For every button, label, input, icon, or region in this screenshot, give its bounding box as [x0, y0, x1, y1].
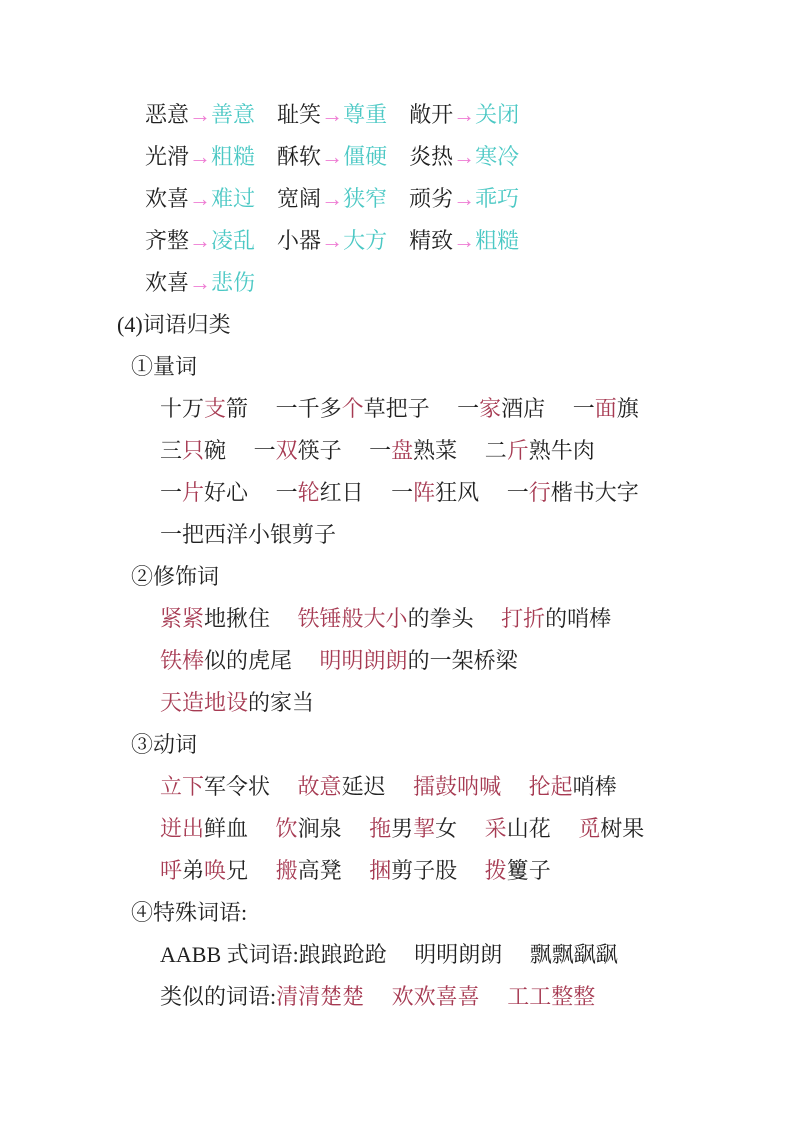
text-segment: 捆 — [369, 858, 392, 883]
text-line — [0, 136, 793, 178]
text-line — [0, 514, 793, 556]
text-segment: 呼 — [160, 858, 183, 883]
text-segment: 故意 — [297, 774, 342, 799]
text-segment: 难过 — [211, 186, 256, 211]
group-gap — [386, 774, 414, 799]
group-gap — [430, 396, 458, 421]
text-segment: 狂风 — [435, 480, 480, 505]
text-segment: 欢喜 — [145, 270, 190, 295]
group-gap — [502, 942, 530, 967]
text-segment: 明明朗朗 — [319, 648, 408, 673]
text-segment: 僵硬 — [343, 144, 388, 169]
group-gap — [342, 438, 370, 463]
text-segment: 女 — [435, 816, 458, 841]
text-segment: 唤 — [204, 858, 227, 883]
text-segment: 采 — [484, 816, 507, 841]
arrow-icon: → — [453, 102, 476, 127]
text-segment: 男 — [391, 816, 414, 841]
text-segment: 树果 — [600, 816, 645, 841]
text-segment: 一千多 — [275, 396, 342, 421]
text-segment: 乖巧 — [475, 186, 520, 211]
text-segment: 类似的词语: — [160, 984, 277, 1009]
text-segment: ③动词 — [131, 732, 198, 757]
text-segment: 关闭 — [475, 102, 520, 127]
arrow-icon: → — [453, 186, 476, 211]
text-line — [0, 430, 793, 472]
text-segment: 齐整 — [145, 228, 190, 253]
arrow-icon: → — [321, 102, 344, 127]
text-line — [0, 640, 793, 682]
arrow-icon: → — [189, 102, 212, 127]
text-segment: 粗糙 — [211, 144, 256, 169]
arrow-icon: → — [321, 186, 344, 211]
text-segment: 延迟 — [341, 774, 386, 799]
text-segment: 大方 — [343, 228, 388, 253]
text-segment: 似的虎尾 — [204, 648, 293, 673]
text-segment: 箭 — [226, 396, 249, 421]
text-segment: AABB 式词语:踉踉跄跄 — [160, 942, 387, 967]
group-gap — [342, 858, 370, 883]
group-gap — [545, 396, 573, 421]
text-segment: 工工整整 — [507, 984, 596, 1009]
group-gap — [387, 228, 409, 253]
text-segment: 一 — [506, 480, 529, 505]
text-segment: 狭窄 — [343, 186, 388, 211]
text-segment: 欢欢喜喜 — [391, 984, 480, 1009]
text-segment: 顽劣 — [409, 186, 454, 211]
text-segment: 清清楚楚 — [276, 984, 365, 1009]
text-segment: 的哨棒 — [545, 606, 612, 631]
arrow-icon: → — [321, 228, 344, 253]
text-segment: 铁锤般大小 — [297, 606, 408, 631]
text-segment: 拖 — [369, 816, 392, 841]
document-lines — [0, 94, 793, 1018]
group-gap — [255, 228, 277, 253]
arrow-icon: → — [321, 144, 344, 169]
text-segment: 一 — [253, 438, 276, 463]
text-segment: 的家当 — [248, 690, 315, 715]
text-segment: 二 — [484, 438, 507, 463]
text-segment: 鲜血 — [204, 816, 249, 841]
arrow-icon: → — [189, 186, 212, 211]
text-segment: 斤 — [506, 438, 529, 463]
text-segment: 弟 — [182, 858, 205, 883]
text-segment: 只 — [182, 438, 205, 463]
text-segment: 擂鼓呐喊 — [413, 774, 502, 799]
text-line — [0, 94, 793, 136]
text-segment: 山花 — [506, 816, 551, 841]
group-gap — [479, 480, 507, 505]
group-gap — [551, 816, 579, 841]
text-segment: 哨棒 — [572, 774, 617, 799]
text-segment: 一 — [391, 480, 414, 505]
text-segment: 精致 — [409, 228, 454, 253]
arrow-icon: → — [189, 270, 212, 295]
text-line — [0, 598, 793, 640]
text-segment: 寒冷 — [475, 144, 520, 169]
text-line — [0, 556, 793, 598]
text-segment: 一把西洋小银剪子 — [160, 522, 337, 547]
text-segment: 兄 — [226, 858, 249, 883]
text-segment: 飘飘飖飖 — [529, 942, 618, 967]
text-line — [0, 808, 793, 850]
text-segment: 敞开 — [409, 102, 454, 127]
text-segment: 酥软 — [277, 144, 322, 169]
text-segment: 片 — [182, 480, 205, 505]
arrow-icon: → — [189, 144, 212, 169]
group-gap — [457, 858, 485, 883]
text-segment: 盘 — [391, 438, 414, 463]
text-line — [0, 724, 793, 766]
group-gap — [457, 816, 485, 841]
text-segment: 红日 — [319, 480, 364, 505]
text-segment: 紧紧 — [160, 606, 205, 631]
text-segment: ④特殊词语: — [131, 900, 248, 925]
group-gap — [248, 816, 276, 841]
text-segment: 一 — [160, 480, 183, 505]
group-gap — [255, 144, 277, 169]
text-segment: 恶意 — [145, 102, 190, 127]
text-segment: 十万 — [160, 396, 205, 421]
text-segment: 熟菜 — [413, 438, 458, 463]
text-segment: ②修饰词 — [131, 564, 220, 589]
text-segment: 涧泉 — [297, 816, 342, 841]
text-segment: 打折 — [501, 606, 546, 631]
text-line — [0, 472, 793, 514]
text-segment: 支 — [204, 396, 227, 421]
text-segment: 拨 — [484, 858, 507, 883]
text-line — [0, 388, 793, 430]
text-segment: 家 — [479, 396, 502, 421]
group-gap — [255, 102, 277, 127]
text-segment: 碗 — [204, 438, 227, 463]
text-segment: (4)词语归类 — [117, 312, 231, 337]
text-segment: 一 — [457, 396, 480, 421]
text-line — [0, 682, 793, 724]
text-segment: 光滑 — [145, 144, 190, 169]
text-segment: 天造地设 — [160, 690, 249, 715]
text-segment: 军令状 — [204, 774, 271, 799]
group-gap — [342, 816, 370, 841]
text-segment: 好心 — [204, 480, 249, 505]
arrow-icon: → — [189, 228, 212, 253]
text-segment: 立下 — [160, 774, 205, 799]
text-segment: 行 — [528, 480, 551, 505]
text-segment: 剪子股 — [391, 858, 458, 883]
text-line — [0, 976, 793, 1018]
group-gap — [387, 102, 409, 127]
group-gap — [387, 144, 409, 169]
group-gap — [480, 984, 508, 1009]
group-gap — [226, 438, 254, 463]
text-segment: 的一架桥梁 — [407, 648, 518, 673]
group-gap — [387, 942, 415, 967]
text-segment: 挈 — [413, 816, 436, 841]
text-segment: 明明朗朗 — [414, 942, 503, 967]
text-line — [0, 850, 793, 892]
text-segment: 一 — [275, 480, 298, 505]
group-gap — [255, 186, 277, 211]
text-segment: 觅 — [578, 816, 601, 841]
text-segment: 籰子 — [506, 858, 551, 883]
group-gap — [387, 186, 409, 211]
text-segment: 草把子 — [363, 396, 430, 421]
text-segment: 抡起 — [528, 774, 573, 799]
text-segment: 筷子 — [297, 438, 342, 463]
text-segment: 欢喜 — [145, 186, 190, 211]
group-gap — [248, 480, 276, 505]
arrow-icon: → — [453, 144, 476, 169]
text-line — [0, 262, 793, 304]
text-segment: 旗 — [616, 396, 639, 421]
text-segment: 尊重 — [343, 102, 388, 127]
group-gap — [474, 606, 502, 631]
text-segment: 善意 — [211, 102, 256, 127]
text-segment: 阵 — [413, 480, 436, 505]
text-line — [0, 220, 793, 262]
text-segment: 宽阔 — [277, 186, 322, 211]
text-segment: 小器 — [277, 228, 322, 253]
text-segment: 高凳 — [297, 858, 342, 883]
arrow-icon: → — [453, 228, 476, 253]
group-gap — [364, 984, 392, 1009]
text-segment: 酒店 — [501, 396, 546, 421]
text-segment: 炎热 — [409, 144, 454, 169]
group-gap — [501, 774, 529, 799]
text-segment: ①量词 — [131, 354, 198, 379]
group-gap — [248, 396, 276, 421]
text-segment: 地揪住 — [204, 606, 271, 631]
text-segment: 面 — [594, 396, 617, 421]
group-gap — [292, 648, 320, 673]
text-line — [0, 892, 793, 934]
text-segment: 熟牛肉 — [528, 438, 595, 463]
text-segment: 三 — [160, 438, 183, 463]
group-gap — [364, 480, 392, 505]
text-segment: 粗糙 — [475, 228, 520, 253]
text-line — [0, 346, 793, 388]
text-segment: 迸出 — [160, 816, 205, 841]
text-segment: 耻笑 — [277, 102, 322, 127]
text-segment: 铁棒 — [160, 648, 205, 673]
text-segment: 一 — [572, 396, 595, 421]
text-segment: 个 — [341, 396, 364, 421]
text-segment: 楷书大字 — [550, 480, 639, 505]
text-line — [0, 766, 793, 808]
text-segment: 凌乱 — [211, 228, 256, 253]
text-segment: 一 — [369, 438, 392, 463]
text-segment: 轮 — [297, 480, 320, 505]
text-line — [0, 178, 793, 220]
text-segment: 的拳头 — [407, 606, 474, 631]
group-gap — [248, 858, 276, 883]
text-segment: 搬 — [275, 858, 298, 883]
text-line — [0, 304, 793, 346]
group-gap — [270, 606, 298, 631]
text-line — [0, 934, 793, 976]
group-gap — [457, 438, 485, 463]
group-gap — [270, 774, 298, 799]
text-segment: 双 — [275, 438, 298, 463]
text-segment: 饮 — [275, 816, 298, 841]
text-segment: 悲伤 — [211, 270, 256, 295]
